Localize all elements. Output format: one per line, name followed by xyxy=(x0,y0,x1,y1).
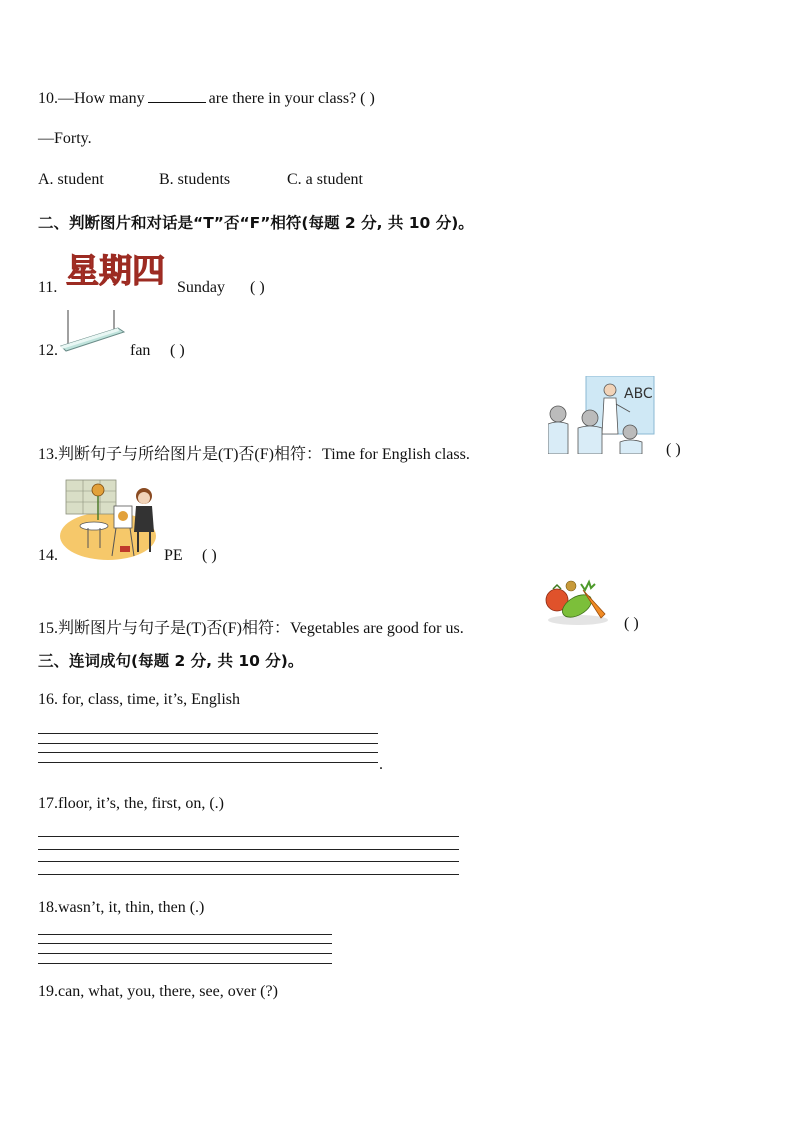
thursday-image xyxy=(62,246,172,292)
q16-text: 16. for, class, time, it’s, English xyxy=(38,691,241,708)
q14-answer-paren[interactable]: ( ) xyxy=(202,547,217,564)
q14-word: PE xyxy=(164,547,183,564)
q13-text: 13.判断句子与所给图片是(T)否(F)相符：Time for English class. xyxy=(38,446,470,463)
q11-answer-paren[interactable]: ( ) xyxy=(250,279,265,296)
art-class-image xyxy=(58,476,158,564)
q16-end-punctuation: . xyxy=(379,756,383,773)
q10-suffix: are there in your class? ( ) xyxy=(208,90,375,107)
q10-option-a[interactable]: A. student xyxy=(38,171,104,188)
q10-prefix: 10.—How many xyxy=(38,90,145,107)
q19-text: 19.can, what, you, there, see, over (?) xyxy=(38,983,278,1000)
q11-word: Sunday xyxy=(177,279,225,296)
section-3-title: 三、连词成句(每题 2 分, 共 10 分)。 xyxy=(38,652,304,670)
q10-answer: —Forty. xyxy=(38,130,92,147)
q12-number: 12. xyxy=(38,342,58,359)
english-class-image xyxy=(548,376,656,454)
q10-option-c[interactable]: C. a student xyxy=(287,171,363,188)
q18-text: 18.wasn’t, it, thin, then (.) xyxy=(38,899,205,916)
q10-blank[interactable] xyxy=(148,88,206,103)
q15-text: 15.判断图片与句子是(T)否(F)相符：Vegetables are good for us. xyxy=(38,620,464,637)
fluorescent-lamp-image xyxy=(58,308,126,356)
q15-answer-paren[interactable]: ( ) xyxy=(624,615,639,632)
thursday-image-text: 星期四 xyxy=(66,251,165,290)
vegetables-image xyxy=(543,576,613,628)
q10-option-b[interactable]: B. students xyxy=(159,171,231,188)
question-10 xyxy=(38,88,375,108)
section-2-title: 二、判断图片和对话是“T”否“F”相符(每题 2 分, 共 10 分)。 xyxy=(38,214,474,232)
q12-answer-paren[interactable]: ( ) xyxy=(170,342,185,359)
q14-number: 14. xyxy=(38,547,58,564)
board-text: ABC xyxy=(624,386,653,402)
q13-answer-paren[interactable]: ( ) xyxy=(666,441,681,458)
q11-number: 11. xyxy=(38,279,58,296)
q17-text: 17.floor, it’s, the, first, on, (.) xyxy=(38,795,224,812)
q12-word: fan xyxy=(130,342,151,359)
